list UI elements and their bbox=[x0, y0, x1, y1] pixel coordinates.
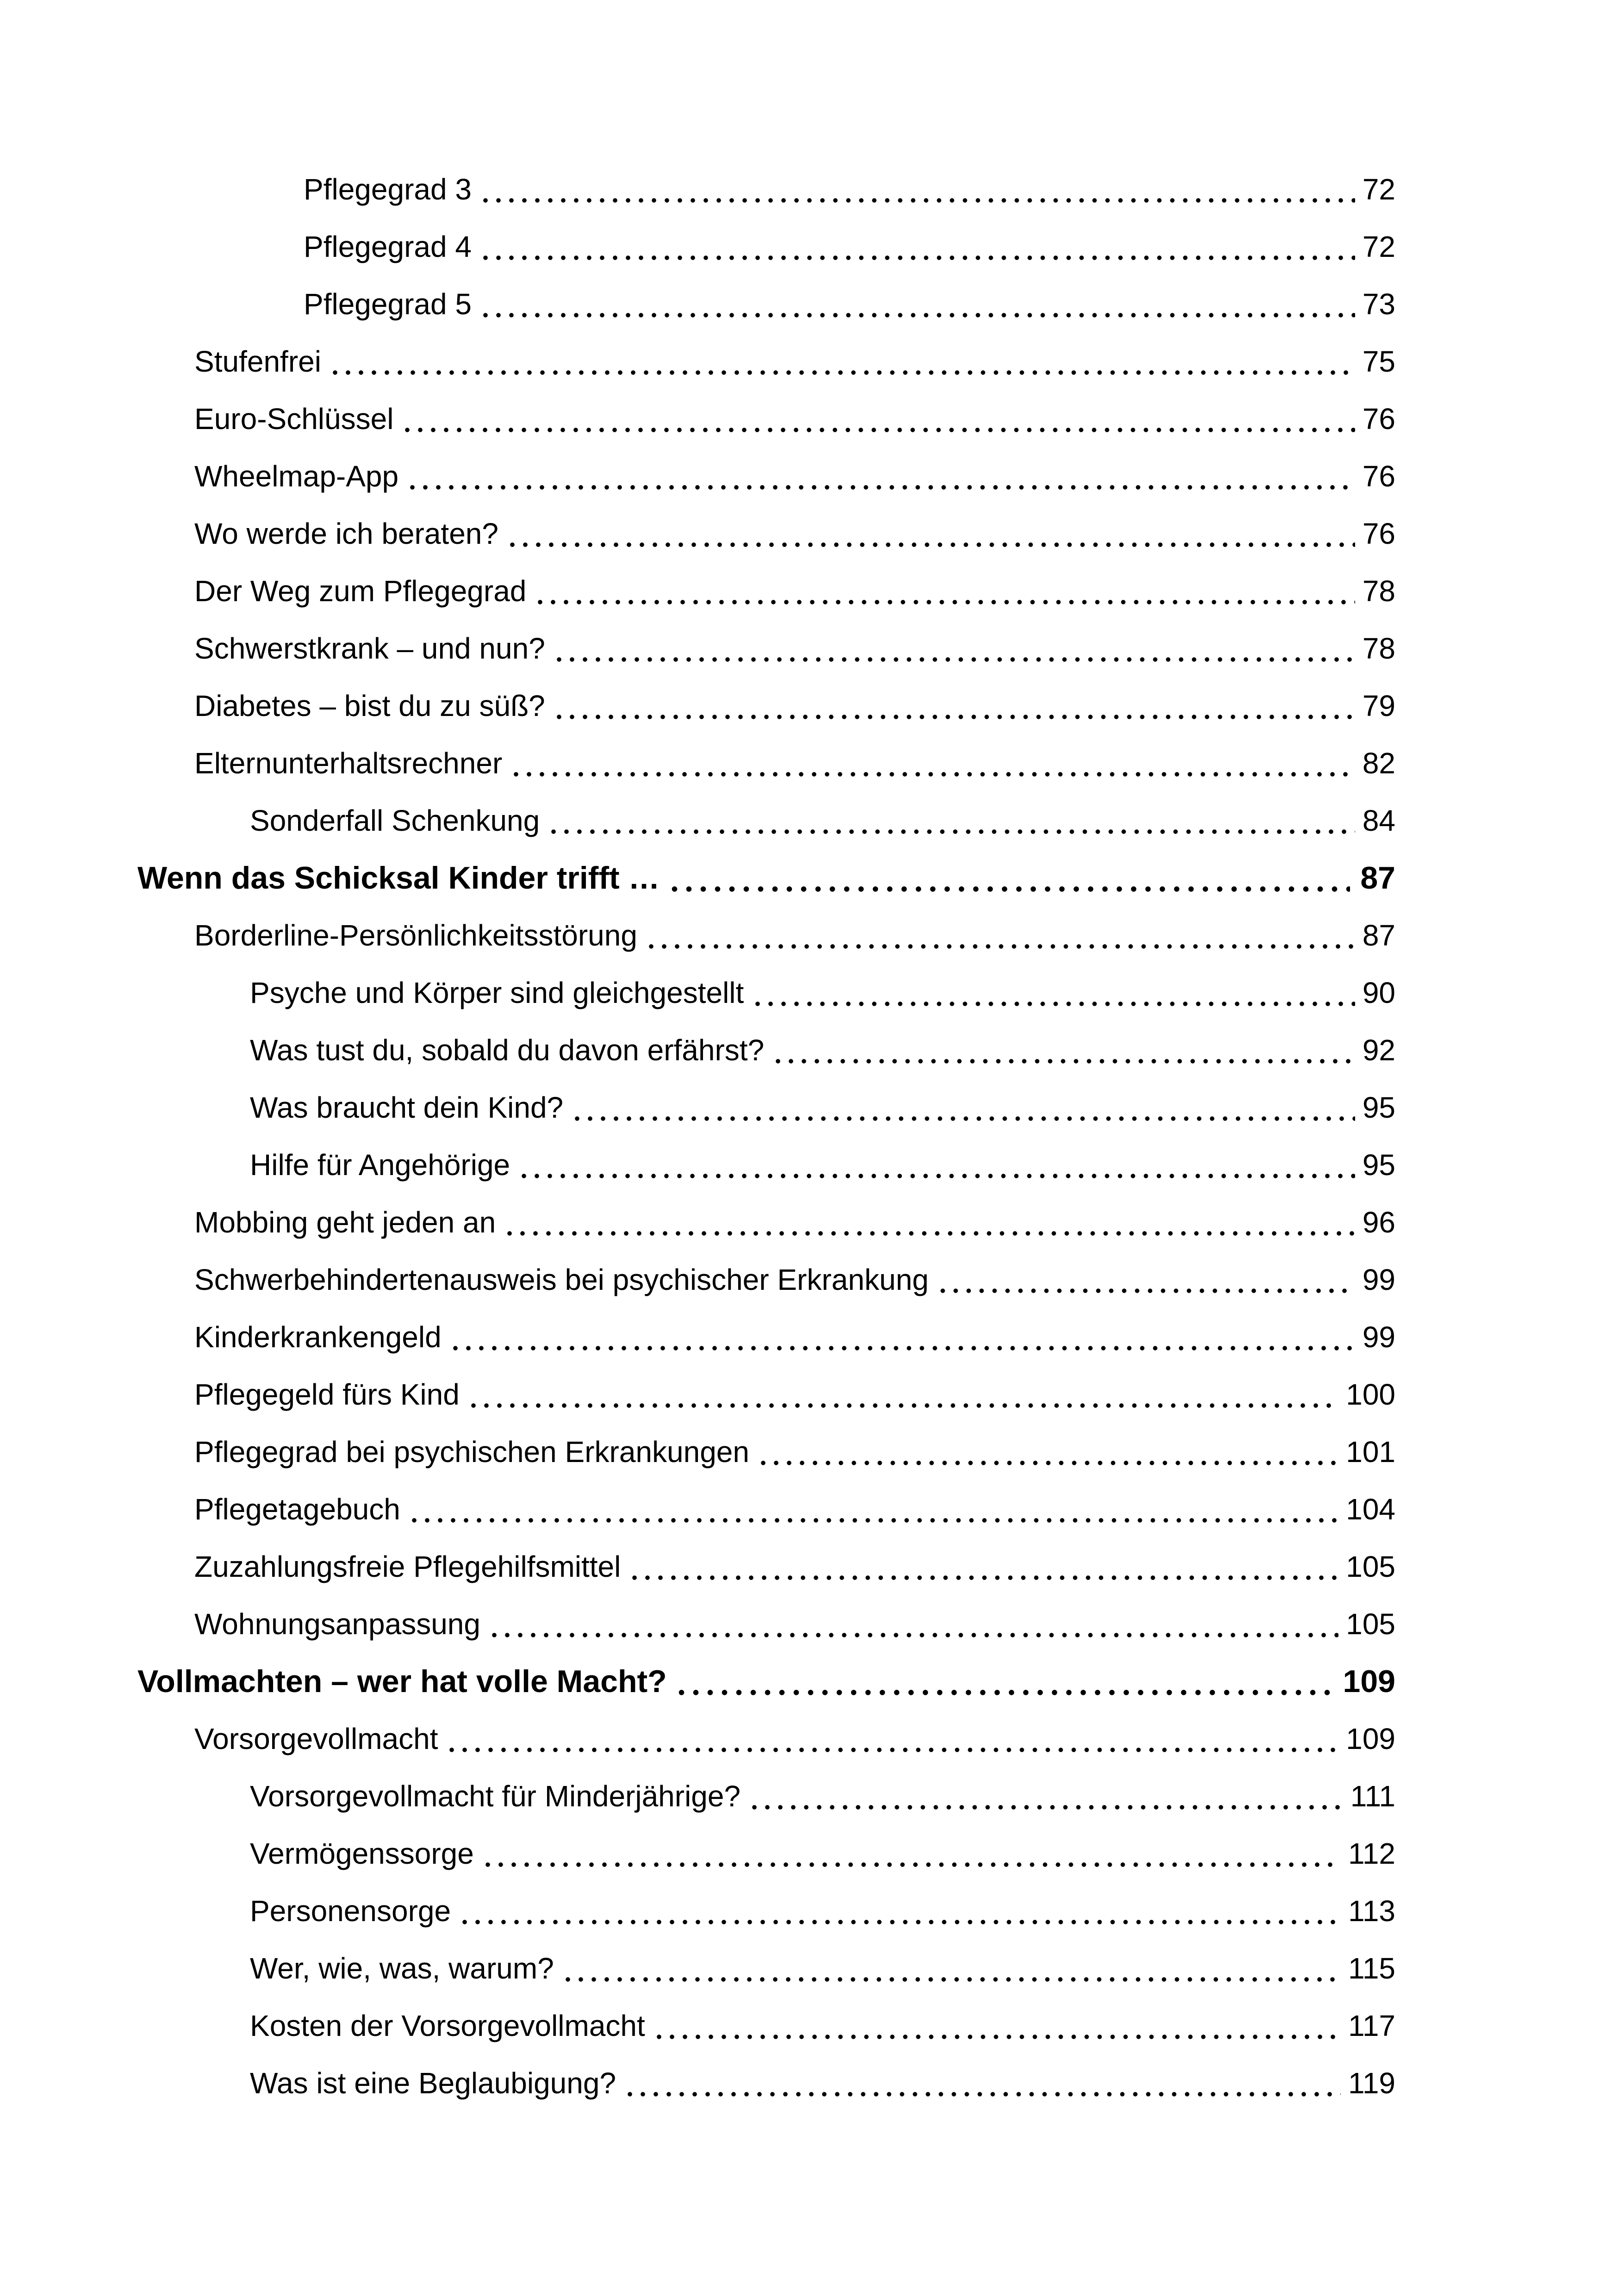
toc-entry-label: Schwerbehindertenausweis bei psychischer Erkrankung bbox=[194, 1263, 929, 1296]
toc-entry-label: Wheelmap-App bbox=[194, 460, 399, 493]
toc-entry-page: 95 bbox=[1362, 1091, 1395, 1124]
toc-entry bbox=[304, 218, 1395, 275]
dot-leader bbox=[487, 1595, 1338, 1653]
toc-entry bbox=[137, 849, 1395, 907]
toc-entry-label: Vorsorgevollmacht für Minderjährige? bbox=[250, 1780, 741, 1813]
toc-entry-page: 95 bbox=[1362, 1148, 1395, 1182]
dot-leader bbox=[622, 2054, 1341, 2112]
toc-entry-page: 78 bbox=[1362, 574, 1395, 608]
toc-entry-page: 76 bbox=[1362, 517, 1395, 550]
toc-entry bbox=[250, 1136, 1395, 1194]
toc-entry-label: Pflegetagebuch bbox=[194, 1493, 400, 1526]
toc-entry-page: 105 bbox=[1346, 1607, 1395, 1641]
toc-entry bbox=[194, 448, 1395, 505]
toc-entry-label: Mobbing geht jeden an bbox=[194, 1206, 496, 1239]
toc-entry bbox=[250, 1882, 1395, 1940]
dot-leader bbox=[478, 218, 1355, 275]
toc-entry-page: 78 bbox=[1362, 632, 1395, 665]
toc-entry bbox=[194, 1251, 1395, 1308]
toc-entry bbox=[250, 1825, 1395, 1882]
toc-entry-label: Schwerstkrank – und nun? bbox=[194, 632, 545, 665]
toc-entry-page: 112 bbox=[1348, 1837, 1395, 1870]
toc-entry bbox=[194, 390, 1395, 448]
toc-entry bbox=[194, 1366, 1395, 1423]
toc-entry-page: 104 bbox=[1346, 1493, 1395, 1526]
toc-entry bbox=[250, 1940, 1395, 1997]
toc-entry-label: Pflegegeld fürs Kind bbox=[194, 1378, 460, 1411]
toc-entry-page: 84 bbox=[1362, 804, 1395, 837]
dot-leader bbox=[444, 1710, 1338, 1767]
toc-entry bbox=[194, 1423, 1395, 1481]
dot-leader bbox=[328, 333, 1355, 390]
toc-entry-page: 79 bbox=[1362, 689, 1395, 722]
toc-entry-label: Sonderfall Schenkung bbox=[250, 804, 540, 837]
dot-leader bbox=[478, 161, 1355, 218]
toc-entry bbox=[194, 1595, 1395, 1653]
dot-leader bbox=[756, 1423, 1338, 1481]
dot-leader bbox=[405, 448, 1355, 505]
toc-entry-page: 76 bbox=[1362, 402, 1395, 436]
toc-entry bbox=[304, 275, 1395, 333]
toc-entry bbox=[194, 562, 1395, 620]
dot-leader bbox=[627, 1538, 1338, 1595]
dot-leader bbox=[552, 620, 1355, 677]
toc-entry bbox=[137, 1653, 1395, 1710]
toc-entry-label: Wenn das Schicksal Kinder trifft … bbox=[137, 860, 660, 896]
toc-entry bbox=[304, 161, 1395, 218]
toc-entry bbox=[194, 1538, 1395, 1595]
toc-entry-label: Kinderkrankengeld bbox=[194, 1320, 442, 1354]
dot-leader bbox=[570, 1079, 1355, 1136]
dot-leader bbox=[747, 1767, 1343, 1825]
toc-entry-label: Stufenfrei bbox=[194, 345, 321, 378]
toc-entry-label: Vollmachten – wer hat volle Macht? bbox=[137, 1664, 667, 1699]
dot-leader bbox=[644, 907, 1355, 964]
dot-leader bbox=[457, 1882, 1341, 1940]
toc-entry bbox=[194, 505, 1395, 562]
toc-entry-label: Vorsorgevollmacht bbox=[194, 1722, 438, 1755]
dot-leader bbox=[478, 275, 1355, 333]
toc-entry bbox=[194, 677, 1395, 734]
toc-entry bbox=[250, 2054, 1395, 2112]
toc-entry-label: Was tust du, sobald du davon erfährst? bbox=[250, 1033, 765, 1067]
toc-entry-label: Hilfe für Angehörige bbox=[250, 1148, 510, 1182]
toc-entry-label: Personensorge bbox=[250, 1894, 451, 1928]
dot-leader bbox=[448, 1308, 1355, 1366]
dot-leader bbox=[666, 849, 1350, 907]
toc-entry-page: 73 bbox=[1362, 287, 1395, 321]
dot-leader bbox=[546, 792, 1355, 849]
toc-entry bbox=[194, 620, 1395, 677]
toc-entry-label: Kosten der Vorsorgevollmacht bbox=[250, 2009, 645, 2042]
toc-entry-label: Wo werde ich beraten? bbox=[194, 517, 498, 550]
toc-entry-page: 87 bbox=[1362, 919, 1395, 952]
dot-leader bbox=[935, 1251, 1355, 1308]
toc-entry-label: Der Weg zum Pflegegrad bbox=[194, 574, 527, 608]
toc-entry-page: 96 bbox=[1362, 1206, 1395, 1239]
toc-entry-page: 115 bbox=[1348, 1952, 1395, 1985]
toc-entry bbox=[250, 1079, 1395, 1136]
toc-entry bbox=[194, 1481, 1395, 1538]
toc-entry bbox=[194, 1308, 1395, 1366]
toc-entry-label: Was ist eine Beglaubigung? bbox=[250, 2066, 616, 2100]
toc-entry-page: 109 bbox=[1346, 1722, 1395, 1755]
toc-entry-label: Zuzahlungsfreie Pflegehilfsmittel bbox=[194, 1550, 621, 1583]
dot-leader bbox=[509, 734, 1355, 792]
toc-entry-label: Wohnungsanpassung bbox=[194, 1607, 480, 1641]
toc-entry-page: 75 bbox=[1362, 345, 1395, 378]
toc-entry-label: Elternunterhaltsrechner bbox=[194, 747, 503, 780]
toc-entry bbox=[194, 907, 1395, 964]
toc-entry-label: Pflegegrad 3 bbox=[304, 173, 472, 206]
toc-entry-label: Wer, wie, was, warum? bbox=[250, 1952, 554, 1985]
dot-leader bbox=[533, 562, 1355, 620]
toc-entry bbox=[250, 792, 1395, 849]
toc-entry bbox=[250, 964, 1395, 1021]
toc-entry-page: 76 bbox=[1362, 460, 1395, 493]
toc-entry-page: 101 bbox=[1346, 1435, 1395, 1468]
dot-leader bbox=[560, 1940, 1341, 1997]
toc-entry-page: 92 bbox=[1362, 1033, 1395, 1067]
dot-leader bbox=[407, 1481, 1338, 1538]
toc-entry-label: Borderline-Persönlichkeitsstörung bbox=[194, 919, 637, 952]
toc-entry-page: 113 bbox=[1348, 1894, 1395, 1928]
toc-entry-page: 117 bbox=[1348, 2009, 1395, 2042]
toc-entry-page: 90 bbox=[1362, 976, 1395, 1009]
toc-entry-page: 99 bbox=[1362, 1320, 1395, 1354]
table-of-contents bbox=[0, 161, 1618, 2112]
toc-entry-page: 99 bbox=[1362, 1263, 1395, 1296]
dot-leader bbox=[750, 964, 1355, 1021]
toc-entry-label: Psyche und Körper sind gleichgestellt bbox=[250, 976, 744, 1009]
dot-leader bbox=[480, 1825, 1341, 1882]
toc-entry-page: 100 bbox=[1346, 1378, 1395, 1411]
toc-entry-page: 109 bbox=[1343, 1664, 1395, 1699]
toc-entry bbox=[250, 1021, 1395, 1079]
toc-entry-page: 72 bbox=[1362, 173, 1395, 206]
toc-entry-page: 72 bbox=[1362, 230, 1395, 263]
toc-entry bbox=[194, 333, 1395, 390]
toc-entry-label: Diabetes – bist du zu süß? bbox=[194, 689, 545, 722]
toc-entry-page: 119 bbox=[1348, 2066, 1395, 2100]
dot-leader bbox=[400, 390, 1355, 448]
toc-entry-label: Vermögenssorge bbox=[250, 1837, 474, 1870]
toc-entry-label: Euro-Schlüssel bbox=[194, 402, 394, 436]
toc-entry-page: 82 bbox=[1362, 747, 1395, 780]
dot-leader bbox=[517, 1136, 1355, 1194]
toc-entry bbox=[250, 1997, 1395, 2054]
toc-entry-page: 105 bbox=[1346, 1550, 1395, 1583]
toc-entry bbox=[194, 734, 1395, 792]
toc-entry-page: 87 bbox=[1360, 860, 1395, 896]
dot-leader bbox=[771, 1021, 1355, 1079]
toc-entry-label: Pflegegrad 5 bbox=[304, 287, 472, 321]
toc-entry-label: Was braucht dein Kind? bbox=[250, 1091, 564, 1124]
dot-leader bbox=[552, 677, 1355, 734]
toc-entry-label: Pflegegrad 4 bbox=[304, 230, 472, 263]
dot-leader bbox=[505, 505, 1355, 562]
toc-entry-page: 111 bbox=[1350, 1780, 1395, 1813]
toc-entry-label: Pflegegrad bei psychischen Erkrankungen bbox=[194, 1435, 749, 1468]
dot-leader bbox=[652, 1997, 1341, 2054]
toc-entry bbox=[194, 1194, 1395, 1251]
dot-leader bbox=[466, 1366, 1338, 1423]
dot-leader bbox=[673, 1653, 1333, 1710]
toc-entry bbox=[194, 1710, 1395, 1767]
dot-leader bbox=[502, 1194, 1355, 1251]
toc-entry bbox=[250, 1767, 1395, 1825]
